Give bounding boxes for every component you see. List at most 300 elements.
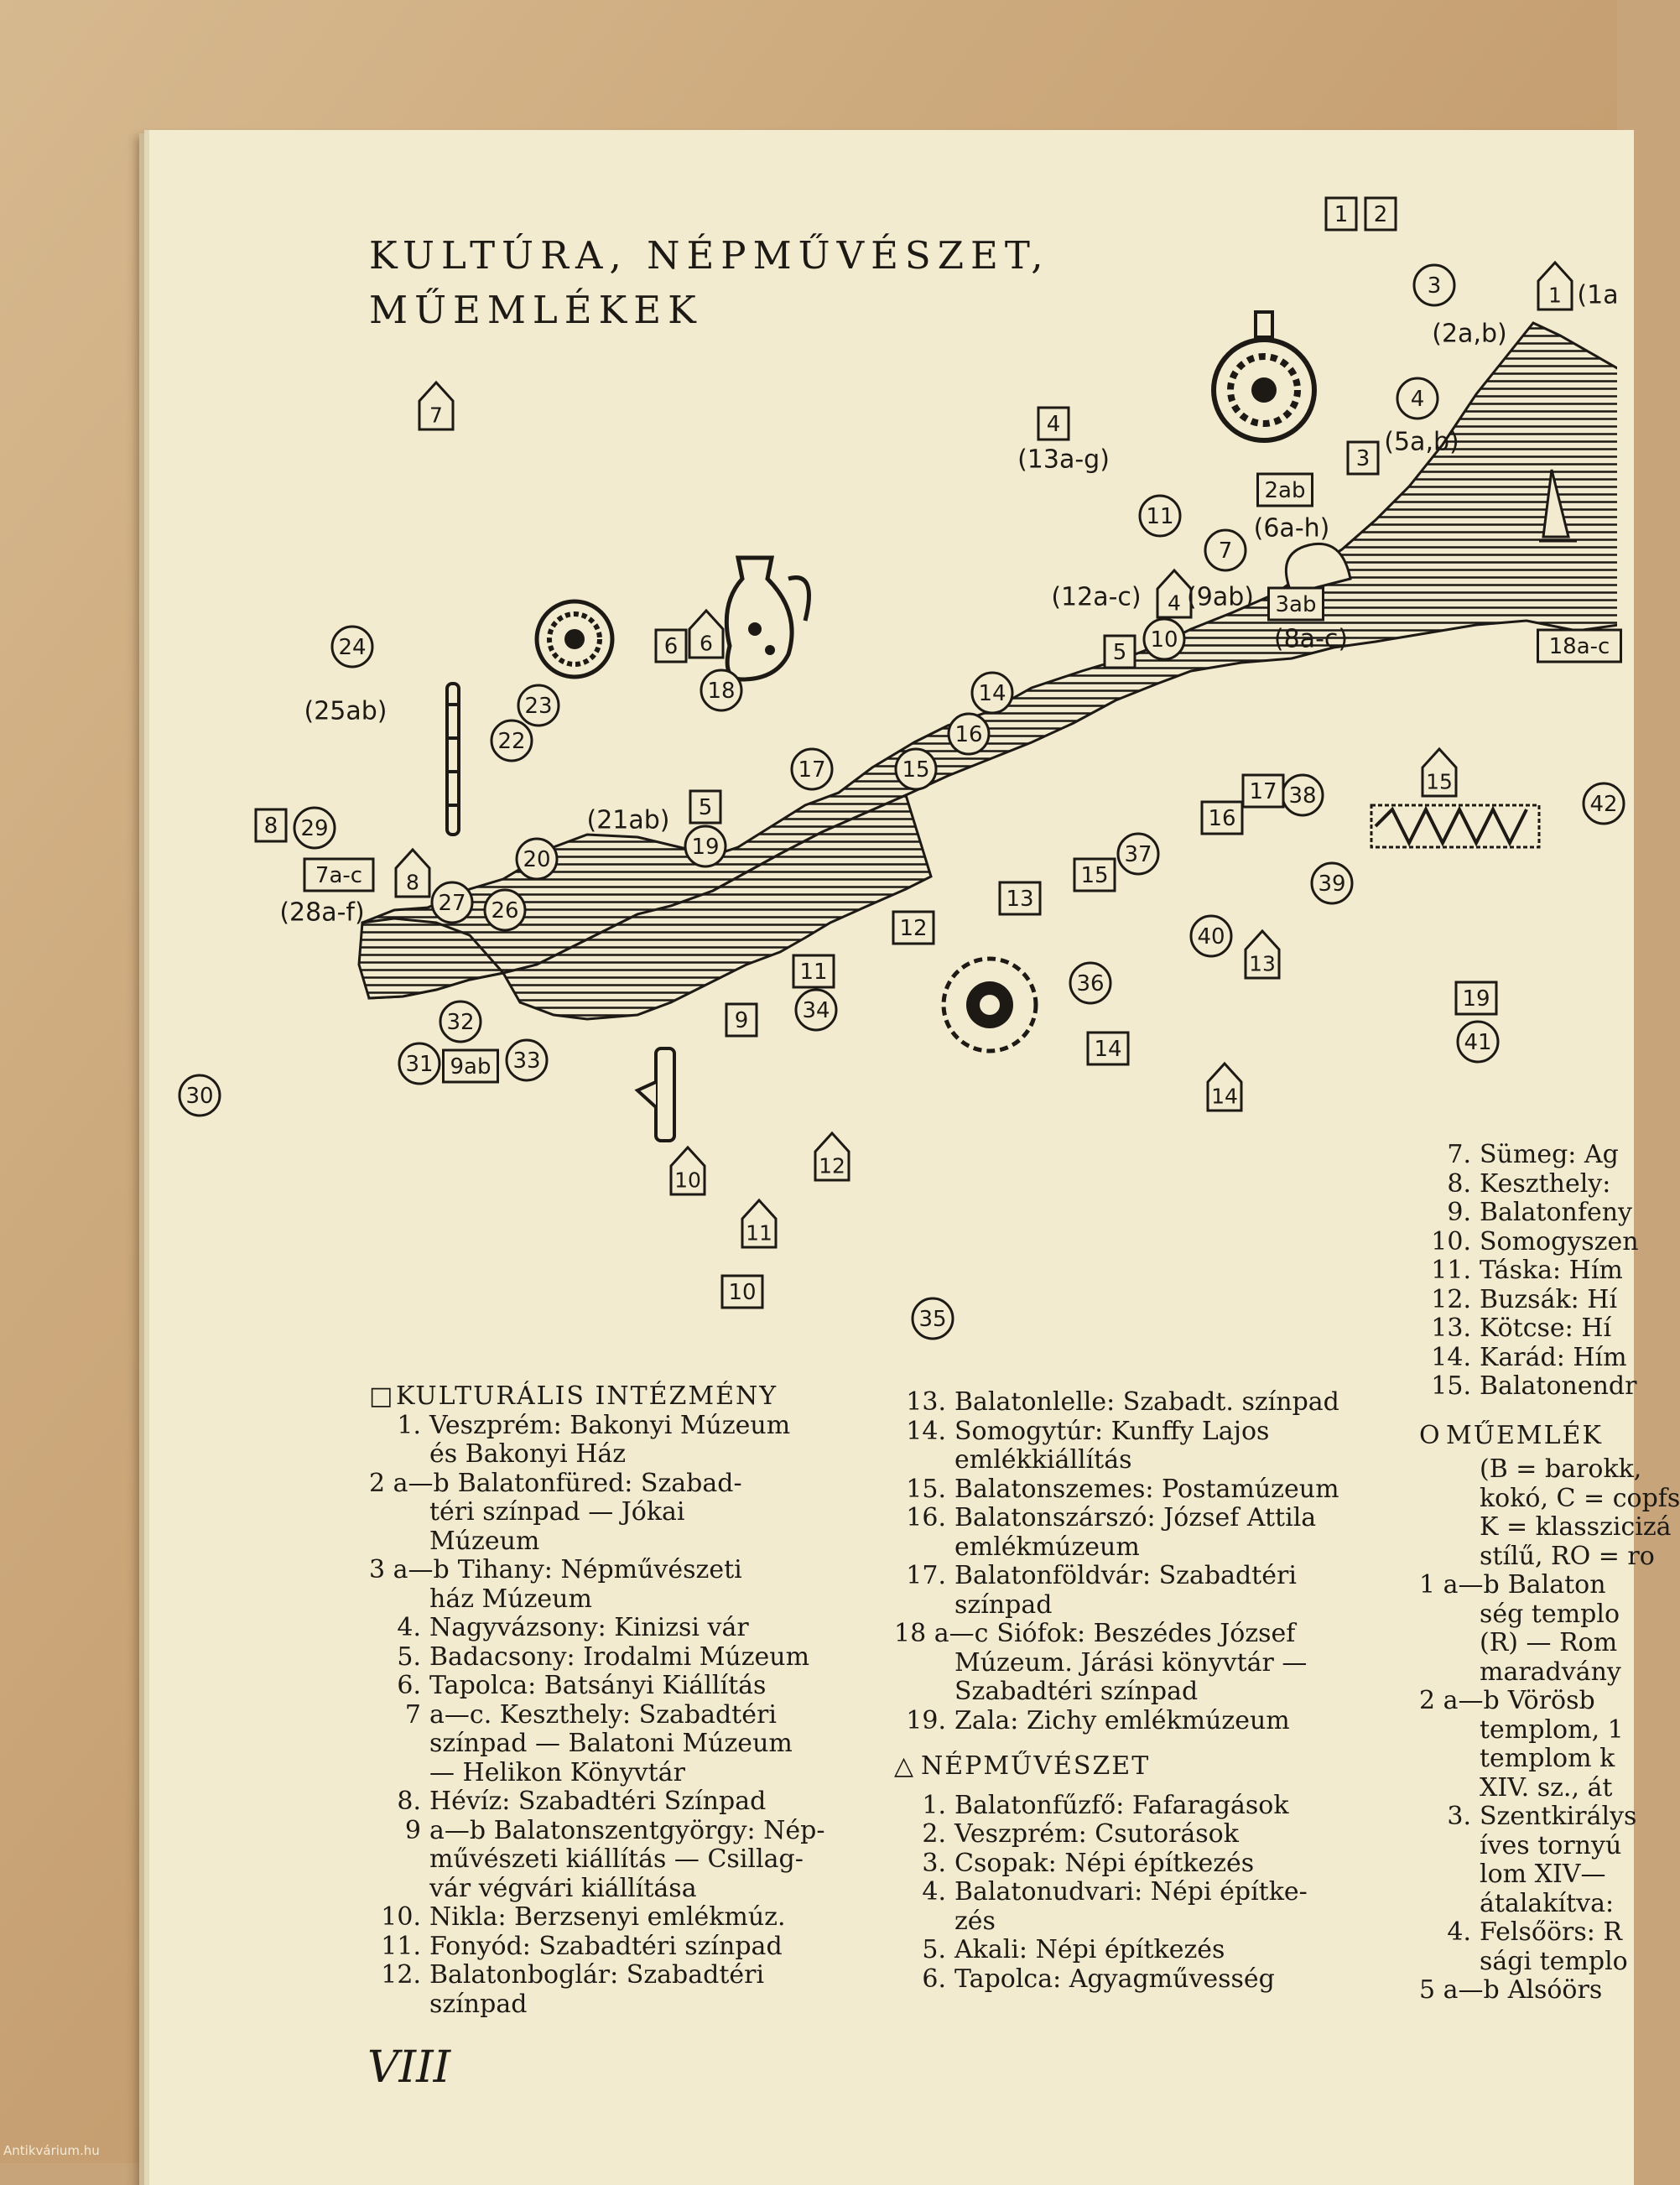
legend-item	[369, 1933, 825, 1962]
monument-group-label	[279, 898, 364, 928]
legend-item-number: 3.	[1447, 1802, 1471, 1831]
marker-label: 12	[899, 916, 928, 941]
marker-label: 42	[1589, 792, 1618, 817]
monument-group-label	[1384, 428, 1459, 457]
legend-item-text: Táska: Hím	[1480, 1256, 1623, 1285]
legend-item	[894, 1849, 1339, 1879]
monument-circle-marker	[1312, 863, 1352, 903]
legend-item	[1419, 1976, 1680, 2006]
legend-item-text: Balatonfüred: Szabad-	[457, 1468, 742, 1498]
legend-item-number: 5 a—b	[1419, 1975, 1500, 2005]
marker-label: 9ab	[450, 1054, 492, 1079]
legend-heading-cultural: □KULTURÁLIS INTÉZMÉNY	[369, 1381, 778, 1411]
legend-item	[894, 1878, 1339, 1907]
institution-square-marker	[1269, 588, 1324, 620]
legend-item	[369, 1845, 825, 1875]
institution-square-marker	[256, 809, 286, 841]
legend-item	[1419, 1344, 1680, 1373]
legend-item-text: Kötcse: Hí	[1480, 1314, 1612, 1343]
monument-circle-marker	[1282, 775, 1323, 815]
legend-item-number: 10.	[381, 1902, 421, 1932]
marker-label: 4	[1046, 412, 1061, 437]
marker-label: 5	[1112, 640, 1127, 665]
legend-item-text: Balatonboglár: Szabadtéri	[429, 1960, 765, 1990]
legend-item	[1419, 1832, 1680, 1861]
legend-item-text: templom, 1	[1480, 1714, 1624, 1745]
legend-item-number: 16.	[906, 1503, 946, 1532]
monument-group-label	[1577, 281, 1618, 310]
marker-label: 1	[1548, 283, 1562, 308]
monument-circle-marker	[1458, 1022, 1498, 1062]
legend-item-text: színpad — Balatoni Múzeum	[429, 1729, 793, 1758]
institution-square-marker	[1538, 630, 1621, 662]
monument-circle-marker	[440, 1001, 481, 1042]
legend-item	[894, 1678, 1339, 1707]
marker-label: 8	[406, 870, 419, 895]
marker-label: 16	[954, 722, 983, 747]
legend-item	[1419, 1256, 1680, 1286]
legend-item-text: Szabadtéri színpad	[954, 1677, 1199, 1706]
legend-item	[369, 1875, 825, 1904]
marker-label: 6	[663, 634, 679, 659]
page-title-line-1: KULTÚRA, NÉPMŰVÉSZET,	[369, 233, 1050, 278]
institution-square-marker	[1000, 882, 1040, 914]
marker-label: 11	[746, 1220, 772, 1246]
embroidery-pattern-icon	[1371, 805, 1539, 847]
canteen-flask-icon	[1214, 312, 1314, 440]
marker-label: 11	[799, 960, 828, 985]
legend-item-text: zés	[954, 1906, 996, 1936]
folk-art-house-marker	[671, 1147, 705, 1194]
institution-square-marker	[893, 912, 934, 944]
legend-item-text: K = klasszicizá	[1480, 1512, 1672, 1542]
legend-item	[1419, 1455, 1680, 1485]
legend-item-number: 4.	[397, 1613, 421, 1642]
legend-item-number: 3.	[922, 1848, 946, 1878]
marker-label: 10	[1150, 627, 1178, 653]
legend-item-number: 7	[404, 1699, 421, 1730]
marker-label: (2a,b)	[1432, 319, 1507, 349]
marker-label: 19	[691, 835, 720, 860]
legend-item-text: ház Múzeum	[429, 1584, 592, 1614]
legend-list-folk-art	[894, 1792, 1339, 1995]
folk-art-house-marker	[1208, 1064, 1241, 1111]
marker-label: 6	[700, 631, 713, 656]
monument-circle-marker	[913, 1298, 953, 1339]
monument-circle-marker	[485, 890, 525, 930]
legend-item	[1419, 1600, 1680, 1630]
marker-label: 15	[1080, 863, 1109, 888]
institution-square-marker	[722, 1276, 762, 1308]
marker-label: 14	[1211, 1084, 1238, 1109]
legend-item-text: kokó, C = copfs	[1480, 1483, 1680, 1513]
carved-staff-icon	[447, 684, 459, 835]
folk-art-house-marker	[1246, 931, 1279, 978]
marker-label: 31	[405, 1052, 434, 1077]
institution-square-marker	[793, 955, 834, 987]
legend-item	[1419, 1571, 1680, 1600]
legend-item-text: téri színpad — Jókai	[429, 1497, 685, 1527]
legend-item	[1419, 1629, 1680, 1658]
monument-circle-marker	[1205, 530, 1246, 570]
legend-item	[1419, 1485, 1680, 1514]
institution-square-marker	[1365, 198, 1396, 230]
legend-item-text: Veszprém: Bakonyi Múzeum	[429, 1410, 791, 1440]
legend-item-text: Balatonfűzfő: Fafaragások	[954, 1790, 1289, 1820]
monument-circle-marker	[972, 673, 1012, 713]
institution-square-marker	[304, 859, 373, 891]
marker-label: (9ab)	[1187, 582, 1254, 612]
institution-square-marker	[656, 630, 686, 662]
legend-item-number: 6.	[922, 1964, 946, 1994]
monument-circle-marker	[1191, 916, 1231, 956]
legend-item-text: átalakítva:	[1480, 1888, 1615, 1918]
legend-item	[369, 1672, 825, 1701]
marker-label: 29	[300, 816, 329, 841]
monument-group-label	[1432, 320, 1506, 349]
legend-item	[369, 1527, 825, 1557]
institution-square-marker	[1074, 859, 1115, 891]
marker-label: 17	[1249, 779, 1277, 804]
legend-item	[894, 1936, 1339, 1965]
legend-item	[1419, 1658, 1680, 1688]
legend-item-number: 15.	[1431, 1371, 1471, 1401]
monument-circle-marker	[432, 882, 472, 923]
legend-item	[369, 1730, 825, 1759]
legend-item-text: Tapolca: Batsányi Kiállítás	[429, 1671, 767, 1700]
marker-label: 2	[1373, 202, 1388, 227]
legend-item-number: 19.	[906, 1705, 946, 1735]
legend-item-text: sági templo	[1480, 1946, 1628, 1976]
legend-item-text: Siófok: Beszédes József	[996, 1619, 1296, 1648]
legend-item	[369, 1440, 825, 1470]
legend-item-number: 1.	[922, 1790, 946, 1820]
legend-item-text: Fonyód: Szabadtéri színpad	[429, 1931, 783, 1961]
institution-square-marker	[1348, 442, 1378, 474]
watermark: Antikvárium.hu	[3, 2143, 100, 2158]
marker-label: (6a-h)	[1253, 513, 1330, 544]
monument-circle-marker	[1144, 619, 1184, 659]
monument-circle-marker	[492, 721, 532, 761]
marker-label: 22	[497, 729, 526, 754]
legend-item	[894, 1562, 1339, 1591]
marker-label: 20	[523, 847, 551, 872]
legend-item-text: Felsőörs: R	[1480, 1917, 1623, 1947]
legend-item	[1419, 1774, 1680, 1803]
legend-item-number: 3 a—b	[369, 1555, 450, 1584]
marker-label: 32	[446, 1010, 475, 1035]
marker-label: 3	[1427, 273, 1442, 299]
legend-item-number: 2 a—b	[1419, 1686, 1500, 1715]
legend-item	[369, 1470, 825, 1499]
monument-circle-marker	[896, 749, 936, 789]
legend-item-number: 13.	[906, 1387, 946, 1417]
legend-column-2	[894, 1388, 1339, 1994]
legend-item	[1419, 1141, 1680, 1170]
legend-item-text: művészeti kiállítás — Csillag-	[429, 1844, 804, 1874]
legend-item-text: Balatonszemes: Postamúzeum	[954, 1474, 1339, 1504]
monument-circle-marker	[796, 990, 836, 1030]
legend-item-text: Nikla: Berzsenyi emlékmúz.	[429, 1902, 786, 1932]
marker-label: (8a-c)	[1273, 624, 1349, 654]
marker-label: 30	[185, 1084, 214, 1109]
legend-item-number: 7.	[1447, 1140, 1471, 1169]
legend-list-folk-art-continued	[1419, 1141, 1680, 1402]
legend-item	[894, 1388, 1339, 1418]
legend-item-number: 12.	[381, 1960, 421, 1990]
legend-item	[894, 1475, 1339, 1505]
legend-item	[369, 1903, 825, 1933]
monument-circle-marker	[1414, 265, 1454, 305]
legend-item	[369, 1817, 825, 1846]
map-markers	[179, 198, 1624, 1339]
marker-label: 7	[1218, 538, 1233, 564]
legend-item-number: 1 a—b	[1419, 1570, 1500, 1600]
folk-art-house-marker	[815, 1133, 849, 1180]
legend-item-text: Balatonendr	[1480, 1371, 1637, 1401]
monument-group-label	[586, 806, 669, 835]
page-number: VIII	[367, 2042, 451, 2093]
legend-item-number: 11.	[1431, 1256, 1471, 1285]
monument-circle-marker	[1140, 496, 1180, 536]
legend-item-text: XIV. sz., át	[1480, 1772, 1613, 1803]
legend-item	[894, 1707, 1339, 1736]
monument-circle-marker	[792, 749, 832, 789]
institution-square-marker	[1038, 408, 1069, 440]
legend-item-text: Akali: Népi építkezés	[954, 1935, 1225, 1964]
legend-item-text: maradvány	[1480, 1657, 1621, 1687]
marker-label: 7a-c	[315, 863, 363, 888]
marker-label: 3	[1355, 446, 1371, 471]
legend-item	[894, 1907, 1339, 1937]
legend-item-text: a—b Balatonszentgyörgy: Nép-	[429, 1815, 825, 1845]
institution-square-marker	[1326, 198, 1356, 230]
legend-item-text: Múzeum. Járási könyvtár —	[954, 1647, 1308, 1678]
legend-item	[894, 1649, 1339, 1678]
monument-group-label	[1274, 625, 1348, 654]
legend-item	[1419, 1170, 1680, 1199]
legend-item-text: Csopak: Népi építkezés	[954, 1848, 1255, 1878]
embroidered-rosette-icon	[944, 959, 1036, 1051]
legend-item-number: 5.	[397, 1641, 421, 1672]
legend-item-text: Balatonlelle: Szabadt. színpad	[954, 1387, 1339, 1417]
marker-label: (12a-c)	[1051, 582, 1142, 612]
legend-item-text: Múzeum	[429, 1526, 540, 1556]
legend-item-text: Zala: Zichy emlékmúzeum	[954, 1705, 1290, 1735]
marker-label: 7	[429, 403, 443, 428]
legend-item	[1419, 1228, 1680, 1257]
marker-label: 8	[263, 814, 278, 839]
institution-square-marker	[1105, 636, 1135, 668]
legend-item-text: Alsóörs	[1507, 1975, 1603, 2005]
marker-label: 38	[1288, 783, 1317, 809]
marker-label: 4	[1410, 387, 1425, 412]
monument-circle-marker	[399, 1043, 440, 1084]
legend-item-number: 14.	[1431, 1342, 1471, 1372]
legend-item-number: 14.	[906, 1416, 946, 1446]
legend-item-text: templom k	[1480, 1744, 1615, 1773]
legend-item-text: (R) — Rom	[1480, 1628, 1618, 1657]
institution-square-marker	[1456, 982, 1496, 1014]
legend-item-text: és Bakonyi Ház	[429, 1439, 627, 1469]
legend-heading-monuments: O MŰEMLÉK	[1419, 1420, 1603, 1450]
legend-item	[1419, 1286, 1680, 1315]
marker-label: 19	[1462, 986, 1490, 1012]
legend-item	[369, 1498, 825, 1527]
monument-circle-marker	[701, 670, 741, 710]
legend-item	[369, 1556, 825, 1585]
marker-label: 9	[734, 1008, 749, 1033]
marker-label: 2ab	[1264, 478, 1306, 503]
folk-art-house-marker	[742, 1200, 776, 1247]
monument-circle-marker	[179, 1075, 220, 1116]
monument-group-label	[1017, 445, 1110, 475]
monument-circle-marker	[517, 839, 557, 879]
marker-label: 40	[1197, 924, 1225, 949]
monument-circle-marker	[1118, 834, 1158, 874]
legend-heading-folk-art: △ NÉPMŰVÉSZET	[894, 1751, 1151, 1781]
legend-item-text: emlékmúzeum	[954, 1532, 1140, 1562]
legend-item-text: stílű, RO = ro	[1480, 1541, 1655, 1571]
legend-item-number: 18 a—c	[894, 1619, 989, 1648]
legend-item-number: 10.	[1431, 1226, 1471, 1256]
marker-label: (25ab)	[304, 696, 387, 726]
marker-label: 5	[698, 795, 713, 820]
marker-label: 11	[1146, 504, 1174, 529]
legend-item	[1419, 1745, 1680, 1774]
carved-tool-icon	[637, 1048, 674, 1141]
legend-item-number: 9	[404, 1815, 421, 1845]
legend-item	[1419, 1860, 1680, 1890]
legend-item	[1419, 1513, 1680, 1543]
legend-item-text: — Helikon Könyvtár	[429, 1757, 685, 1787]
marker-label: 13	[1249, 951, 1276, 976]
monument-circle-marker	[332, 627, 372, 667]
marker-label: 41	[1464, 1030, 1492, 1055]
legend-item	[369, 1990, 825, 2020]
jug-pitcher-icon	[726, 558, 809, 679]
legend-item-text: ség templo	[1480, 1599, 1620, 1629]
marker-label: 27	[438, 891, 466, 916]
legend-item-number: 17.	[906, 1561, 946, 1590]
legend-item	[1419, 1716, 1680, 1745]
legend-item-number: 4.	[1447, 1917, 1471, 1947]
legend-item-text: emlékkiállítás	[954, 1445, 1132, 1475]
institution-square-marker	[1258, 474, 1313, 506]
institution-square-marker	[1088, 1033, 1128, 1064]
legend-item	[1419, 1543, 1680, 1572]
folk-art-house-marker	[396, 850, 429, 897]
legend-item-text: Tapolca: Agyagművesség	[954, 1964, 1275, 1994]
legend-item-number: 11.	[381, 1931, 421, 1961]
legend-item-text: Karád: Hím	[1480, 1342, 1627, 1372]
legend-column-1	[369, 1382, 825, 2019]
legend-list-cultural-continued	[894, 1388, 1339, 1735]
marker-label: 16	[1208, 806, 1236, 831]
legend-item-text: Hévíz: Szabadtéri Színpad	[429, 1787, 767, 1816]
legend-item-text: Balatonfeny	[1480, 1198, 1632, 1227]
monument-group-label	[304, 697, 387, 726]
legend-item-number: 12.	[1431, 1284, 1471, 1314]
legend-item-text: íves tornyú	[1480, 1830, 1622, 1860]
marker-label: 4	[1168, 590, 1181, 616]
legend-item-text: vár végvári kiállítása	[429, 1873, 697, 1903]
marker-label: 14	[978, 681, 1006, 706]
legend-item-text: színpad	[429, 1989, 528, 2019]
legend-item	[369, 1701, 825, 1730]
legend-item	[1419, 1890, 1680, 1919]
marker-label: 35	[918, 1307, 947, 1332]
legend-item	[894, 1965, 1339, 1995]
monument-circle-marker	[949, 714, 989, 754]
legend-item-text: Tihany: Népművészeti	[457, 1555, 742, 1584]
monument-group-label	[1051, 583, 1141, 612]
legend-item	[369, 1759, 825, 1788]
legend-item-number: 6.	[397, 1671, 421, 1700]
institution-square-marker	[726, 1004, 757, 1036]
marker-label: 15	[902, 757, 930, 783]
monument-circle-marker	[507, 1040, 547, 1080]
marker-label: 24	[338, 635, 367, 660]
square-symbol-icon: □	[369, 1381, 395, 1411]
legend-item	[894, 1504, 1339, 1533]
legend-item	[369, 1585, 825, 1615]
circle-symbol-icon: O	[1419, 1420, 1442, 1450]
marker-label: 39	[1318, 871, 1346, 897]
legend-item-text: Balatonudvari: Népi építke-	[954, 1877, 1308, 1907]
marker-label: 10	[674, 1168, 701, 1193]
legend-item-text: Somogytúr: Kunffy Lajos	[954, 1416, 1270, 1446]
folk-art-house-marker	[1538, 263, 1572, 310]
folk-art-house-marker	[689, 611, 723, 658]
marker-label: 18	[707, 679, 736, 704]
legend-item	[1419, 1372, 1680, 1402]
marker-label: 3ab	[1275, 592, 1317, 617]
legend-item	[894, 1418, 1339, 1447]
legend-item-text: lom XIV—	[1480, 1860, 1606, 1889]
legend-list-cultural	[369, 1412, 825, 2020]
marker-label: (13a-g)	[1017, 445, 1110, 475]
legend-item-text: Somogyszen	[1480, 1226, 1639, 1256]
legend-item	[369, 1412, 825, 1441]
marker-label: 37	[1124, 842, 1152, 867]
legend-item-text: Balaton	[1507, 1570, 1606, 1600]
legend-item-number: 4.	[922, 1877, 946, 1907]
marker-label: 33	[512, 1048, 541, 1074]
monument-circle-marker	[294, 808, 335, 848]
legend-item	[369, 1787, 825, 1817]
legend-item-number: 2 a—b	[369, 1468, 450, 1498]
triangle-symbol-icon: △	[894, 1751, 916, 1781]
marker-label: (28a-f)	[279, 897, 365, 928]
marker-label: 14	[1094, 1037, 1122, 1062]
page-title-line-2: MŰEMLÉKEK	[369, 288, 703, 332]
marker-label: 15	[1426, 769, 1453, 794]
folk-art-house-marker	[419, 382, 453, 429]
marker-label: 10	[728, 1280, 757, 1305]
legend-item	[894, 1591, 1339, 1621]
legend-column-3	[1419, 1141, 1680, 2006]
legend-item-text: színpad	[954, 1589, 1053, 1620]
legend-item	[894, 1820, 1339, 1849]
institution-square-marker	[444, 1050, 498, 1082]
monument-circle-marker	[518, 685, 559, 726]
folk-art-house-marker	[1157, 570, 1191, 617]
legend-item-text: Vörösb	[1507, 1686, 1595, 1715]
legend-item	[894, 1620, 1339, 1649]
marker-label: 34	[802, 998, 830, 1023]
folk-art-house-marker	[1423, 749, 1456, 796]
